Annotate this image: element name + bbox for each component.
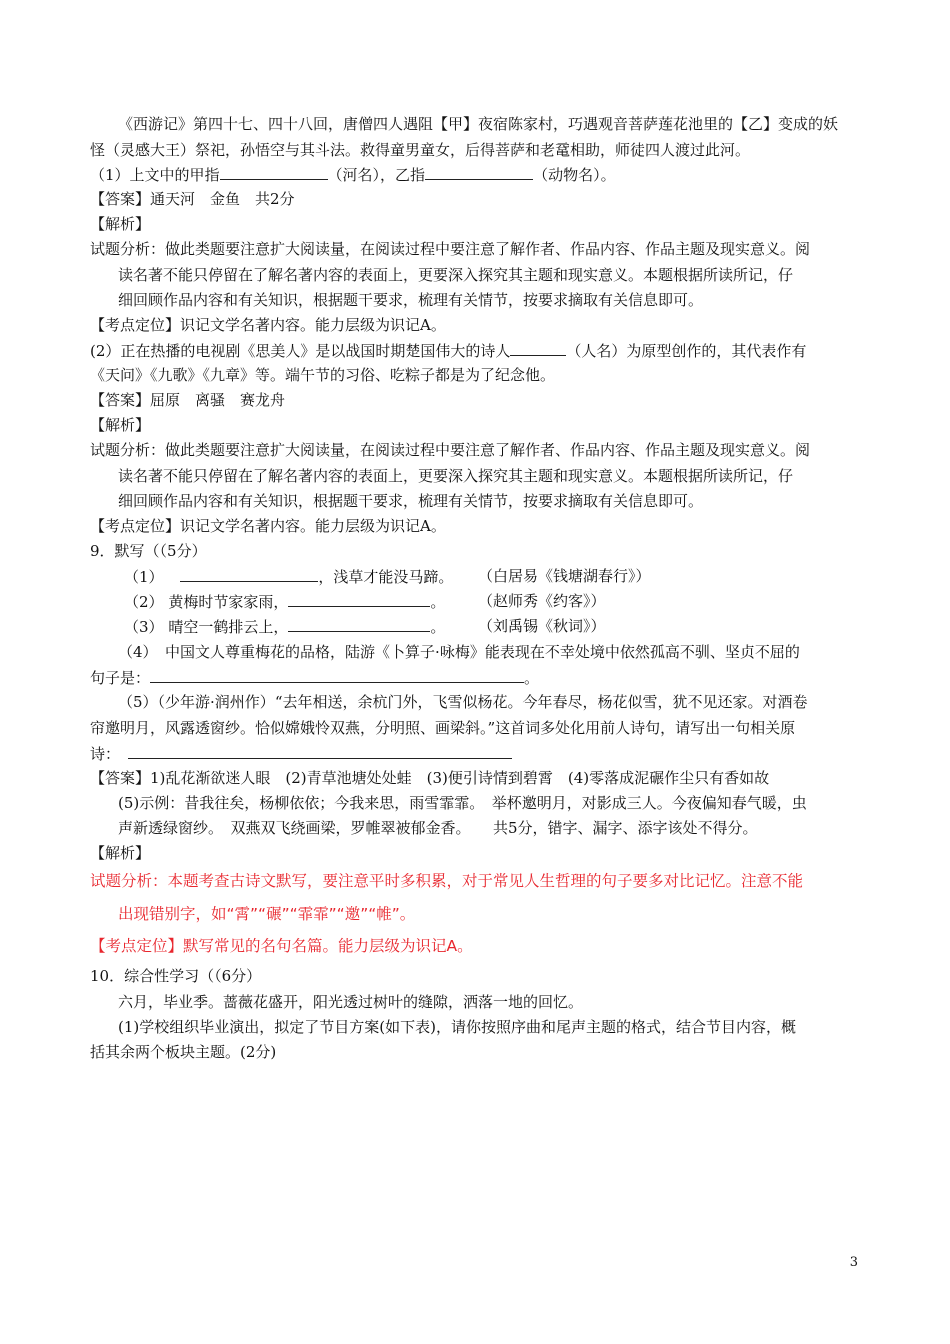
xiyou-line-1: 《西游记》第四十七、四十八回，唐僧四人遇阻【甲】夜宿陈家村，巧遇观音菩萨莲花池里的【乙】变成的妖 xyxy=(118,115,839,133)
q10-title: 10．综合性学习（（6分） xyxy=(90,967,262,985)
sub-q1-prefix: （1）上文中的甲指 xyxy=(90,166,220,184)
q9-item-3 xyxy=(124,616,445,637)
q9-item-2-number: （2） xyxy=(124,593,164,611)
q9-kaodian-red: 【考点定位】默写常见的名句名篇。能力层级为识记A。 xyxy=(90,937,473,955)
quyuan-suffix: （人名）为原型创作的，其代表作有 xyxy=(566,342,807,360)
q9-analysis-red-2: 出现错别字，如“霄”“碾”“霏霏”“邀”“帷”。 xyxy=(118,905,416,923)
q9-item-2-source: （赵师秀《约客》） xyxy=(478,592,606,610)
q9-answer-line-3: 声新透绿窗纱。 双燕双飞绕画梁，罗帷翠被郁金香。 共5分，错字、漏字、添字该处不得分。 xyxy=(118,819,758,837)
q9-item-1-text: ，浅草才能没马蹄。 xyxy=(318,568,454,586)
blank-q9-5[interactable] xyxy=(128,743,512,759)
blank-poet-name[interactable] xyxy=(510,340,566,356)
q9-item-5-line-1: （5）（少年游·润州作）“去年相送，余杭门外，飞雪似杨花。今年春尽，杨花似雪，犹不见还家。对酒卷 xyxy=(118,693,808,711)
q9-item-2 xyxy=(124,591,445,612)
quyuan-kaodian: 【考点定位】识记文学名著内容。能力层级为识记A。 xyxy=(90,517,446,535)
blank-q9-3[interactable] xyxy=(288,616,430,632)
q9-item-5-line-2: 帘邀明月，风露透窗纱。恰似嫦娥怜双燕，分明照、画梁斜。”这首词多处化用前人诗句，请写出一句相关原 xyxy=(90,719,796,737)
q9-item-1-source: （白居易《钱塘湖春行》） xyxy=(478,567,651,585)
page-number: 3 xyxy=(849,1255,858,1270)
xiyou-analysis-1: 试题分析：做此类题要注意扩大阅读量，在阅读过程中要注意了解作者、作品内容、作品主题及现实意义。阅 xyxy=(90,240,811,258)
quyuan-analysis-3: 细回顾作品内容和有关知识，根据题干要求，梳理有关情节，按要求摘取有关信息即可。 xyxy=(118,492,704,510)
q9-title: 9．默写（（5分） xyxy=(90,542,207,560)
q9-item-1 xyxy=(124,566,453,587)
xiyou-analysis-2: 读名著不能只停留在了解名著内容的表面上，更要深入探究其主题和现实意义。本题根据所读所记，仔 xyxy=(118,266,794,284)
q9-item-3-text: 晴空一鹤排云上， xyxy=(168,618,289,636)
blank-q9-2[interactable] xyxy=(288,591,430,607)
quyuan-answer: 【答案】屈原 离骚 赛龙舟 xyxy=(90,391,286,409)
q9-item-4-end: 。 xyxy=(524,669,540,687)
quyuan-line-1 xyxy=(90,340,806,361)
quyuan-jiexi-label: 【解析】 xyxy=(90,416,151,434)
blank-river-name[interactable] xyxy=(220,164,328,180)
quyuan-line-2: 《天问》《九歌》《九章》等。端午节的习俗、吃粽子都是为了纪念他。 xyxy=(90,366,556,384)
blank-q9-4[interactable] xyxy=(150,667,524,683)
q9-item-4-line-1: （4） 中国文人尊重梅花的品格，陆游《卜算子·咏梅》能表现在不幸处境中依然孤高不驯、坚贞不屈的 xyxy=(118,643,800,661)
q9-analysis-red-1: 试题分析：本题考查古诗文默写，要注意平时多积累，对于常见人生哲理的句子要多对比记忆。注意不能 xyxy=(90,872,804,890)
sub-q1-suffix: （动物名）。 xyxy=(533,166,616,184)
xiyou-jiexi-label: 【解析】 xyxy=(90,215,151,233)
q10-line-2: (1)学校组织毕业演出，拟定了节目方案(如下表)，请你按照序曲和尾声主题的格式，结合节目内容，概 xyxy=(118,1018,796,1036)
q9-item-2-text: 黄梅时节家家雨， xyxy=(168,593,289,611)
sub-q1-middle: （河名），乙指 xyxy=(327,166,426,184)
q9-item-1-number: （1） xyxy=(124,568,164,586)
q9-item-3-end: 。 xyxy=(430,618,446,636)
q10-line-1: 六月，毕业季。蔷薇花盛开，阳光透过树叶的缝隙，洒落一地的回忆。 xyxy=(118,993,584,1011)
q9-item-5-line-3 xyxy=(90,743,512,764)
q9-item-5-prefix: 诗： xyxy=(90,745,121,763)
q9-answer-line-2: (5)示例：昔我往矣，杨柳依依；今我来思，雨雪霏霏。 举杯邀明月，对影成三人。今夜偏知春气暖，虫 xyxy=(118,794,807,812)
q9-item-3-number: （3） xyxy=(124,618,164,636)
xiyou-answer: 【答案】通天河 金鱼 共2分 xyxy=(90,190,295,208)
xiyou-kaodian: 【考点定位】识记文学名著内容。能力层级为识记A。 xyxy=(90,316,446,334)
q9-answer-line-1: 【答案】1)乱花渐欲迷人眼 (2)青草池塘处处蛙 (3)便引诗情到碧霄 (4)零落成泥碾作尘只有香如故 xyxy=(90,769,770,787)
quyuan-prefix: (2）正在热播的电视剧《思美人》是以战国时期楚国伟大的诗人 xyxy=(90,342,511,360)
q9-item-2-end: 。 xyxy=(430,593,446,611)
xiyou-line-2: 怪（灵感大王）祭祀，孙悟空与其斗法。救得童男童女，后得菩萨和老鼋相助，师徒四人渡过此河。 xyxy=(90,141,751,159)
blank-q9-1[interactable] xyxy=(180,566,318,582)
q9-item-4-prefix: 句子是： xyxy=(90,669,151,687)
q9-item-3-source: （刘禹锡《秋词》） xyxy=(478,617,606,635)
quyuan-analysis-2: 读名著不能只停留在了解名著内容的表面上，更要深入探究其主题和现实意义。本题根据所读所记，仔 xyxy=(118,467,794,485)
q9-jiexi-label: 【解析】 xyxy=(90,844,151,862)
xiyou-analysis-3: 细回顾作品内容和有关知识，根据题干要求，梳理有关情节，按要求摘取有关信息即可。 xyxy=(118,291,704,309)
q9-item-4-line-2 xyxy=(90,667,539,688)
blank-animal-name[interactable] xyxy=(425,164,533,180)
xiyou-sub-question-1 xyxy=(90,164,616,185)
quyuan-analysis-1: 试题分析：做此类题要注意扩大阅读量，在阅读过程中要注意了解作者、作品内容、作品主题及现实意义。阅 xyxy=(90,441,811,459)
q10-line-3: 括其余两个板块主题。(2分) xyxy=(90,1043,277,1061)
